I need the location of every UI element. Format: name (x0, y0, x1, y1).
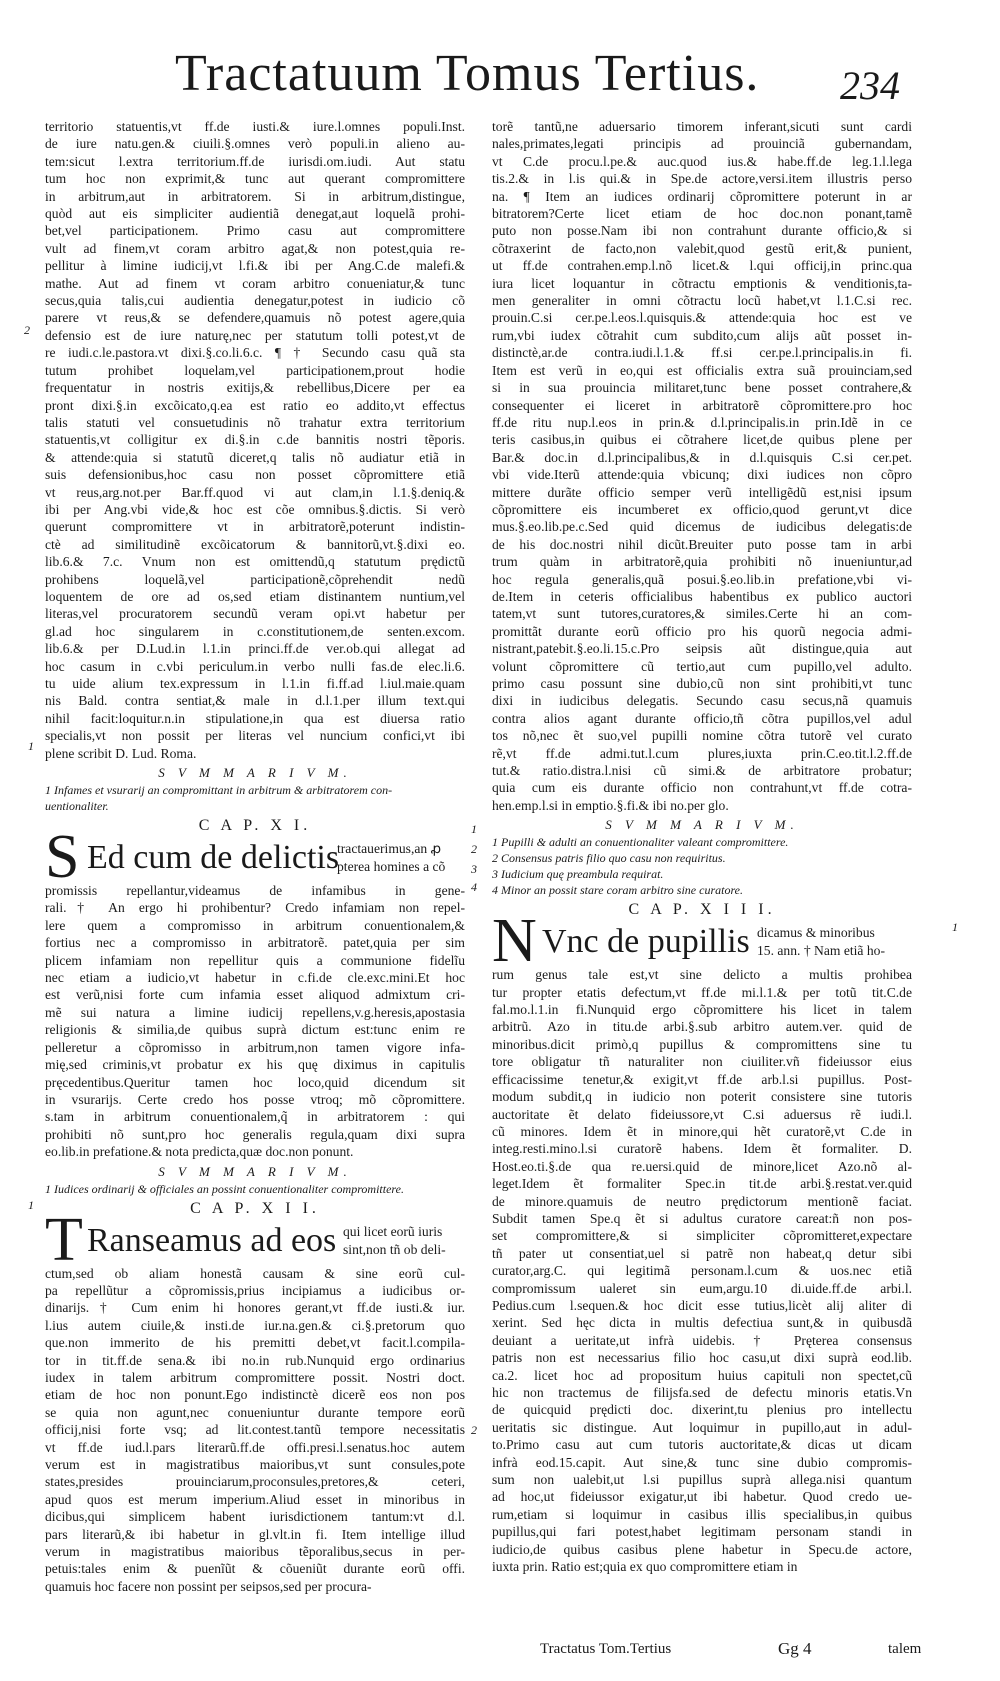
text-line: teris casibus,in quibus ei cõtrahere licet,de quibus plene per (492, 432, 912, 448)
text-line: parere vt reus,& se defendere,quamuis nõ potest agere,quia (45, 310, 465, 326)
text-line: etiam de hoc non ponunt.Ego indistinctè dicerẽ eos non pos (45, 1387, 465, 1403)
text-line: vt ff.de iud.l.pars literarũ.ff.de offi.presi.l.senatus.hoc autem (45, 1439, 465, 1455)
text-line: rum,vbi iudex cõtrahit cum subdito,cum alijs aũt posset in- (492, 327, 912, 343)
text-line: curator,arg.C. qui legitimã personam.l.cum & uos.nec etiã (492, 1263, 912, 1279)
text-line: defensio est de iure naturę,nec per statutum tolli potest,vt de (45, 327, 465, 343)
text-line: lib.6.& 7.c. Vnum non est omittendũ,q statutum prędictũ (45, 554, 465, 570)
signature-mark: Gg 4 (778, 1639, 812, 1658)
text-line: patris non est necessarius filio hoc casu,ut dixi suprà eod.lib. (492, 1350, 912, 1366)
text-line: xerint. Sed hęc dicta in multis defectiua sunt,& in quibusdã (492, 1315, 912, 1331)
text-line: mathe. Aut ad finem vt coram arbitro conueniatur,& tunc (45, 275, 465, 291)
text-line: nis Bald. contra sentiat,& male in d.l.1.per illum text.qui (45, 693, 465, 709)
margin-number: 2 (24, 323, 30, 337)
text-line: tore obligatur tñ naturaliter non ciuiliter.vñ fideiussor eius (492, 1054, 912, 1070)
text-line: hoc regula generalis,quã posui.§.eo.lib.in prefatione,vbi vi- (492, 571, 912, 587)
text-line: ctè ad similitudinẽ excõicatorum & bannitorũ,vt.§.dixi eo. (45, 536, 465, 552)
text-line: iura licet loquantur in cõtractu emptionis & venditionis,ta- (492, 275, 912, 291)
text-line: ueritatis sic distingue. Aut loquimur in pupillo,aut in adul- (492, 1419, 912, 1435)
text-block (45, 1265, 465, 1596)
text-line: in arbitrum,aut in arbitratorem. Si in arbitrum,distingue, (45, 188, 465, 204)
text-line: tos nõ,nec ẽt suo,vel pupilli nomine cõtra tutorẽ vel curato (492, 728, 912, 744)
opening-text: sint,non tñ ob deli- (343, 1241, 446, 1257)
text-line: bet,vel participationem. Primo casu aut compromittere (45, 223, 465, 239)
text-line: ibi per Ang.vbi vide,& hoc est cõe omnibus.§.dictis. Si verò (45, 501, 465, 517)
summary-item: 4 Minor an possit stare coram arbitro sine curatore. (492, 883, 743, 898)
text-line: loquentem de ore ad os,sed etiam distinantem nuntium,vel (45, 588, 465, 604)
text-line: pront dixi.§.in excõicato,q.ea est ratio eo addito,vt effectus (45, 397, 465, 413)
text-line: promittãt durante eorũ officio pro his quorũ negocia admi- (492, 623, 912, 639)
margin-number: 1 (952, 920, 958, 934)
text-line: na. ¶ Item an iudices ordinarij cõpromittere poterunt in ar (492, 188, 912, 204)
text-line: set compromittere,& si simpliciter cõpromitteret,expectare (492, 1228, 912, 1244)
catchword: talem (888, 1641, 922, 1657)
text-line: rum genus tale est,vt sine delicto a multis prohibea (492, 967, 912, 983)
text-line: nistrant,patebit.§.eo.li.15.c.Pro seipsis aũt distingue,quia aut (492, 641, 912, 657)
text-line: lere quem a compromisso in arbitrum conuentionalem,& (45, 917, 465, 933)
margin-number: 2 (471, 1423, 477, 1437)
text-line: prouin.C.si cer.pe.l.eos.l.quisquis.& attende:quia hoc est ve (492, 310, 912, 326)
text-line: vt C.de procu.l.pe.& auc.quod ius.& habe.ff.de leg.1.l.lega (492, 153, 912, 169)
chapter-heading: C A P. X I I. (190, 1199, 320, 1217)
summary-item: 1 Pupilli & adulti an conuentionaliter valeant compromittere. (492, 835, 789, 850)
text-line: iudicio,de quibus casibus plene habetur in Specu.de actore, (492, 1541, 912, 1557)
summary-heading: S V M M A R I V M. (158, 1163, 352, 1179)
text-line: minoribus.dicit primò,q pupillus & compromittens sine tu (492, 1036, 912, 1052)
text-line: de his doc.nostri nihil dicũt.Breuiter puto posse tam in arbi (492, 536, 912, 552)
opening-text: 15. ann. † Nam etiã ho- (757, 943, 885, 959)
text-line: suis defensionibus,hoc casu non posset cõpromittere etiã (45, 467, 465, 483)
text-block (45, 118, 465, 762)
text-line: vt reus,arg.not.per Bar.ff.quod vi aut clam,in l.1.§.deniq.& (45, 484, 465, 500)
text-line: fortius nec a compromisso in arbitratorẽ. patet,quia per sim (45, 935, 465, 951)
text-line: tñ pater ut consentiat,uel si patrẽ non habeat,q detur sibi (492, 1245, 912, 1261)
text-line: statuentis,vt colligitur ex di.§.in c.de bannitis nostri tẽporis. (45, 432, 465, 448)
text-line: vbi vide.Iterũ attende:quia vbicunq; dixi iudices non cõpro (492, 467, 912, 483)
text-line: tut.& ratio.distra.l.nisi cũ simi.& de arbitratore probatur; (492, 763, 912, 779)
text-line: frequentatur in nostris exitijs,& rebellibus,Dicere per ea (45, 380, 465, 396)
text-line: si in sua prouincia militaret,tunc bene posset contrahere,& (492, 380, 912, 396)
text-line: talis statuti vel consuetudinis nõ trahatur extra territorium (45, 414, 465, 430)
chapter-heading: C A P. X I. (198, 817, 312, 835)
text-line: arbitrũ. Azo in titu.de arbi.§.sub arbitro autem.ver. quid de (492, 1019, 912, 1035)
text-line: ut ff.de contrahen.emp.l.nõ licet.& l.qui officij,in princ.qua (492, 258, 912, 274)
text-line: pa repellũtur a cõpromissis,prius incipiamus a iudicibus or- (45, 1282, 465, 1298)
summary-item: 1 Infames et vsurarij an compromittant in arbitrum & arbitratorem con- (45, 783, 393, 798)
text-line: Item est verũ in eo,qui est officialis extra suã prouinciam,sed (492, 362, 912, 378)
drop-capital: T (45, 1205, 83, 1274)
text-line: verum est in magistratibus maioribus,vt sunt consules,pote (45, 1457, 465, 1472)
text-line: plicem infamiam non repellitur quis a communione fidelĩu (45, 952, 465, 968)
text-line: rali.† An ergo hi prohibentur? Credo infamiam non repel- (45, 900, 465, 916)
text-line: distinctè,ar.de contra.iudi.l.1.& ff.si cer.pe.l.principalis.in fi. (492, 345, 912, 361)
text-line: ad hoc,ut fideiussor exigatur,ut ibi habetur. Quod credo ue- (492, 1489, 912, 1505)
text-line: bitratorem?Certe licet etiam de hoc doc.non ponant,tamẽ (492, 206, 912, 222)
running-title: Tractatuum Tomus Tertius. (175, 45, 760, 102)
text-line: tatem,vt sunt tutores,curatores,& similes.Certe hi an com- (492, 606, 912, 622)
text-line: religionis & similia,de quibus suprà dictum est:tunc enim re (45, 1022, 465, 1038)
text-line: quia cum eis durante officio non contrahunt,vt ff.de cotra- (492, 780, 912, 796)
text-line: leget.Idem ẽt formaliter Spec.in tit.de arbi.§.restat.ver.quid (492, 1176, 912, 1192)
text-line: dinarijs.† Cum enim hi honores gerant,vt ff.de iusti.& iur. (45, 1300, 465, 1316)
opening-words: Ed cum de delictis (87, 839, 340, 877)
text-line: ctum,sed ob aliam honestã causam & sine eorũ cul- (45, 1265, 465, 1281)
text-line: pelleretur a cõpromisso in arbitrum,non tamen vigore infa- (45, 1039, 465, 1055)
summary-list (492, 834, 912, 898)
opening-words: Vnc de pupillis (542, 923, 750, 961)
text-line: ca.2. licet hoc ad propositum huius capituli non spectet,cũ (492, 1367, 912, 1383)
summary-item: 3 Iudicium quę preambula requirat. (492, 867, 664, 882)
text-line: contra alios agant durante officio,tñ cõtra pupillos,vel adul (492, 710, 912, 726)
text-line: nihil facit:loquitur.n.in stipulatione,in qua est diuersa ratio (45, 710, 465, 726)
text-block (492, 118, 912, 814)
margin-number: 3 (471, 862, 477, 876)
text-line: compromissum ualeret sin eum,argu.10 di.uide.ff.de arbi.l. (492, 1280, 912, 1296)
opening-text: pterea homines a cõ (337, 859, 446, 875)
text-line: tem:sicut l.extra territorium.ff.de iurisdi.om.iudi. Aut statu (45, 153, 465, 169)
text-line: lib.6.& per D.Lud.in l.1.in princi.ff.de ver.ob.qui allegat ad (45, 641, 465, 657)
text-line: primo casu possunt sine dubio,cũ non sint prohibiti,vt tunc (492, 676, 912, 691)
text-line: tur propter etatis defectum,vt ff.de mi.l.1.& per totũ tit.C.de (492, 984, 912, 1000)
text-line: cõpromittere eis incumberet ex officio,quod gerunt,vt dice (492, 501, 912, 517)
text-line: hoc casum in c.vbi periculum.in verbo nulli fas.de elec.li.6. (45, 658, 465, 674)
text-line: mittere durãte officio semper verũ intelligẽdũ est,nisi ipsum (492, 484, 912, 500)
text-line: plene scribit D. Lud. Roma. (45, 745, 197, 761)
margin-number: 1 (28, 1198, 34, 1212)
text-line: Subdit tamen Spe.q ẽt si adultus curatore careat:ñ non pos- (492, 1210, 912, 1226)
text-line: quamuis hoc facere non possint per seipsos,sed per procura- (45, 1578, 372, 1594)
text-line: est verũ,nisi forte cum infamia esset aliquod admixtum cri- (45, 987, 465, 1003)
text-line: apud quos est merum imperium.Aliud esset in minoribus in (45, 1491, 465, 1507)
text-line: pupillus,qui fari potest,habet legitimam personam standi in (492, 1524, 912, 1540)
text-line: sum non ualebit,ut l.si pupillus suprà allega.nisi quantum (492, 1472, 912, 1488)
text-line: rum,etiam si loquimur in casibus illis specialibus,in quibus (492, 1506, 912, 1522)
text-line: de iure natu.gen.& ciuili.§.omnes verò populi.in alieno au- (45, 136, 465, 152)
text-line: de minore.quamuis de neutro prędictorum mentionẽ faciat. (492, 1193, 912, 1209)
text-line: literas,vel procuratorem secundũ veram opi.vt habetur per (45, 606, 465, 622)
summary-heading: S V M M A R I V M. (605, 817, 799, 833)
text-line: prohibiti nõ sunt,pro hoc generalis regula,quam dixi supra (45, 1126, 465, 1142)
text-line: iuxta prin. Ratio est;quia ex quo compromittere etiam in (492, 1559, 798, 1575)
text-line: de quicquid prędicti doc. dixerint,tu plenius pro intellectu (492, 1402, 912, 1418)
text-line: prohibens loquelã,vel participationẽ,cõprehendit nedũ (45, 571, 465, 587)
text-line: volunt cõpromittere cũ tertio,aut cum pupillo,vel adulto. (492, 658, 912, 674)
text-line: quòd aut eis simpliciter audientiã denegat,aut loquelã prohi- (45, 206, 465, 222)
text-line: puto non posse.Nam ibi non contrahunt durante officio,& si (492, 223, 912, 239)
text-line: infrà eod.15.capit. Aut sine,& tunc sine dubio compromis- (492, 1454, 912, 1470)
text-line: mus.§.eo.lib.pe.c.Sed quid dicemus de iudicibus delegatis:de (492, 519, 912, 535)
text-line: nales,primates,legati principis ad prouinciã gubernandam, (492, 136, 912, 152)
text-line: se quia non agunt,nec conueniuntur durante tempore eorũ (45, 1404, 465, 1420)
summary-heading: S V M M A R I V M. (158, 765, 352, 781)
drop-capital: S (45, 823, 80, 892)
opening-text: tractauerimus,an ꝓ (337, 841, 442, 857)
text-line: re iudi.c.le.pastora.vt dixi.§.co.li.6.c. ¶ † Secundo casu quã sta (45, 345, 465, 361)
text-line: iudex in talem arbitrum compromittere possit. Nostri doct. (45, 1369, 465, 1385)
summary-item: 2 Consensus patris filio quo casu non requiritus. (492, 851, 726, 866)
text-line: fal.mo.l.1.in fi.Nunquid ergo cõpromittere his licet in talem (492, 1002, 912, 1018)
text-line: ff.de ritu nup.l.eos in prin.& d.l.principalis.in prin.Idẽ in ce (492, 414, 912, 430)
text-line: specialis,vt non possit per literas vel nuncium confici,vt ibi (45, 728, 465, 744)
text-line: torẽ tantũ,ne aduersario timorem inferant,sicuti sunt cardi (492, 119, 912, 134)
text-line: eo.lib.in prefatione.& nota predicta,quæ doc.non ponunt. (45, 1144, 354, 1160)
opening-text: qui licet eorũ iuris (343, 1223, 443, 1239)
text-line: hic non tractemus de filijsfa.sed de defectu minoris etatis.Vn (492, 1385, 912, 1400)
text-line: vult ad finem,vt coram arbitro agat,& non potest,quia re- (45, 240, 465, 256)
text-line: tutum prohibet loquelam,vel participationem,prout hodie (45, 362, 465, 378)
text-line: officij,nisi forte vsq; ad lit.contest.tantũ tempore necessitatis (45, 1422, 465, 1438)
text-line: trum quàm in arbitratorẽ,quia prohibiti nõ inueniuntur,ad (492, 554, 912, 570)
text-line: cũ minores. Idem ẽt in minore,qui hẽt curatorẽ,vt C.de in (492, 1123, 912, 1139)
text-line: tu uide alium tex.expressum in l.1.in fi.ff.ad l.iul.maie.quam (45, 676, 465, 691)
text-line: pellitur à limine iudicij,vt l.fi.& ibi per Ang.C.de malefi.& (45, 258, 465, 274)
text-line: tum hoc non exprimit,& tunc aut querant compromittere (45, 171, 465, 187)
text-line: auctoritate ẽt delato fideiussore,vt C.si aduersus rẽ iudi.l. (492, 1106, 912, 1122)
text-line: hen.emp.l.si in emptio.§.fi.& ibi no.per glo. (492, 797, 729, 813)
text-line: querunt compromittere vt in arbitratorẽ,poterunt indistin- (45, 519, 465, 535)
text-line: tis.2.& in l.is qui.& in Spe.de actore,versi.item illustris perso (492, 171, 912, 187)
text-line: consequenter ei liceret in arbitratorẽ cõpromittere.pro hoc (492, 397, 912, 413)
text-line: cõtraxerint de facto,non valebit,quod gestũ erit,& punient, (492, 240, 912, 256)
text-line: gl.ad hoc singularem in c.constitutionem,de senten.excom. (45, 623, 465, 639)
text-line: modum subdit,q in iudicio non poterit consistere sine tutoris (492, 1089, 912, 1105)
text-line: petuis:tales enim & puenĩũt & cõueniũt durante eorũ offi. (45, 1561, 465, 1577)
summary-list (45, 1181, 465, 1197)
text-line: l.ius autem ciuile,& insti.de iur.na.gen.& ci.§.pretorum quo (45, 1317, 465, 1333)
summary-item: 1 Iudices ordinarij & officiales an possint conuentionaliter compromittere. (45, 1181, 404, 1196)
right-column (492, 118, 912, 1575)
text-line: states,presides prouinciarum,proconsules,pretores,& ceteri, (45, 1474, 465, 1490)
text-line: mię,sed criminis,vt probatur ex his quę diximus in capitulis (45, 1057, 465, 1073)
text-line: men generaliter in omni cõtractu locũ habet,vt l.1.C.si rec. (492, 293, 912, 309)
text-line: dicibus,qui simplicem habent iurisdictionem tantum:vt d.l. (45, 1509, 465, 1525)
opening-words: Ranseamus ad eos (87, 1221, 337, 1259)
margin-number: 2 (471, 842, 477, 856)
text-line: to.Primo casu aut cum tutoris auctoritate,& dicas ut dicam (492, 1437, 912, 1453)
text-line: tor in tit.ff.de sena.& ibi no.in rub.Nunquid ergo ordinarius (45, 1352, 465, 1368)
text-line: que.non immerito de his premitti debet,vt facit.l.compila- (45, 1335, 465, 1351)
text-line: pręcedentibus.Queritur tamen hoc loco,quid dicendum sit (45, 1074, 465, 1090)
text-line: Pedius.cum l.sequen.& hoc dicit esse tutius,licèt alij aliter di (492, 1297, 912, 1313)
summary-item: uentionaliter. (45, 799, 109, 814)
text-line: secus,quia talis,cui audientia denegatur,potest in iudicio cõ (45, 293, 465, 309)
footer-title: Tractatus Tom.Tertius (540, 1641, 672, 1657)
text-line: s.tam in arbitrum conuentionalem,q̃ in arbitratorem : qui (45, 1109, 465, 1125)
text-line: Host.eo.ti.§.de qua re.uersi.quid de minore,licet Azo.nõ al- (492, 1158, 912, 1174)
text-line: pars literarũ,& ibi habetur in gl.vlt.in fi. Item intellige illud (45, 1526, 465, 1542)
drop-capital: N (492, 907, 537, 976)
text-block (492, 966, 912, 1575)
text-line: de.Item in ceteris officialibus habentibus ex publico auctori (492, 588, 912, 604)
text-block (45, 882, 465, 1161)
text-line: territorio statuentis,vt ff.de iusti.& iure.l.omnes populi.Inst. (45, 119, 465, 134)
text-line: dixi in iudicibus delegatis. Secundo casu secus,nã quamuis (492, 693, 912, 709)
text-line: rẽ,vt ff.de admi.tut.l.cum plures,iuxta prin.C.eo.tit.l.2.ff.de (492, 745, 912, 761)
left-column (45, 118, 465, 1595)
text-line: promissis repellantur,videamus de infamibus in gene- (45, 883, 465, 899)
text-line: integ.resti.mino.l.si curatorẽ habens. Idem ẽt formaliter. D. (492, 1141, 912, 1157)
chapter-heading: C A P. X I I I. (628, 901, 776, 919)
text-line: verum in magistratibus maioribus tẽporalibus,secus in per- (45, 1544, 465, 1560)
text-line: & attende:quia si statutũ diceret,q talis nõ audiatur etiã in (45, 449, 465, 465)
text-line: efficacissime tenetur,& exigit,vt ff.de arb.l.si pupillus. Post- (492, 1071, 912, 1087)
text-line: in vsurarijs. Certe credo hos posse vtroq; mõ cõpromittere. (45, 1091, 465, 1107)
margin-number: 1 (28, 739, 34, 753)
page-number: 234 (840, 63, 900, 108)
opening-text: dicamus & minoribus (757, 925, 875, 941)
text-line: nec etiam a iudicio,vt habetur in c.fi.de cle.exc.mini.Et hoc (45, 970, 465, 986)
text-line: Bar.& doc.in d.l.principalibus,& in d.l.quisquis C.si cer.pet. (492, 449, 912, 465)
margin-number: 1 (471, 822, 477, 836)
margin-number: 4 (471, 880, 477, 894)
summary-list (45, 782, 465, 814)
text-line: deuiant a ueritate,ut infrà uidebis. † Pręterea consensus (492, 1332, 912, 1348)
text-line: mẽ sui natura a limine iudicij repellens,v.g.heresis,apostasia (45, 1004, 465, 1020)
